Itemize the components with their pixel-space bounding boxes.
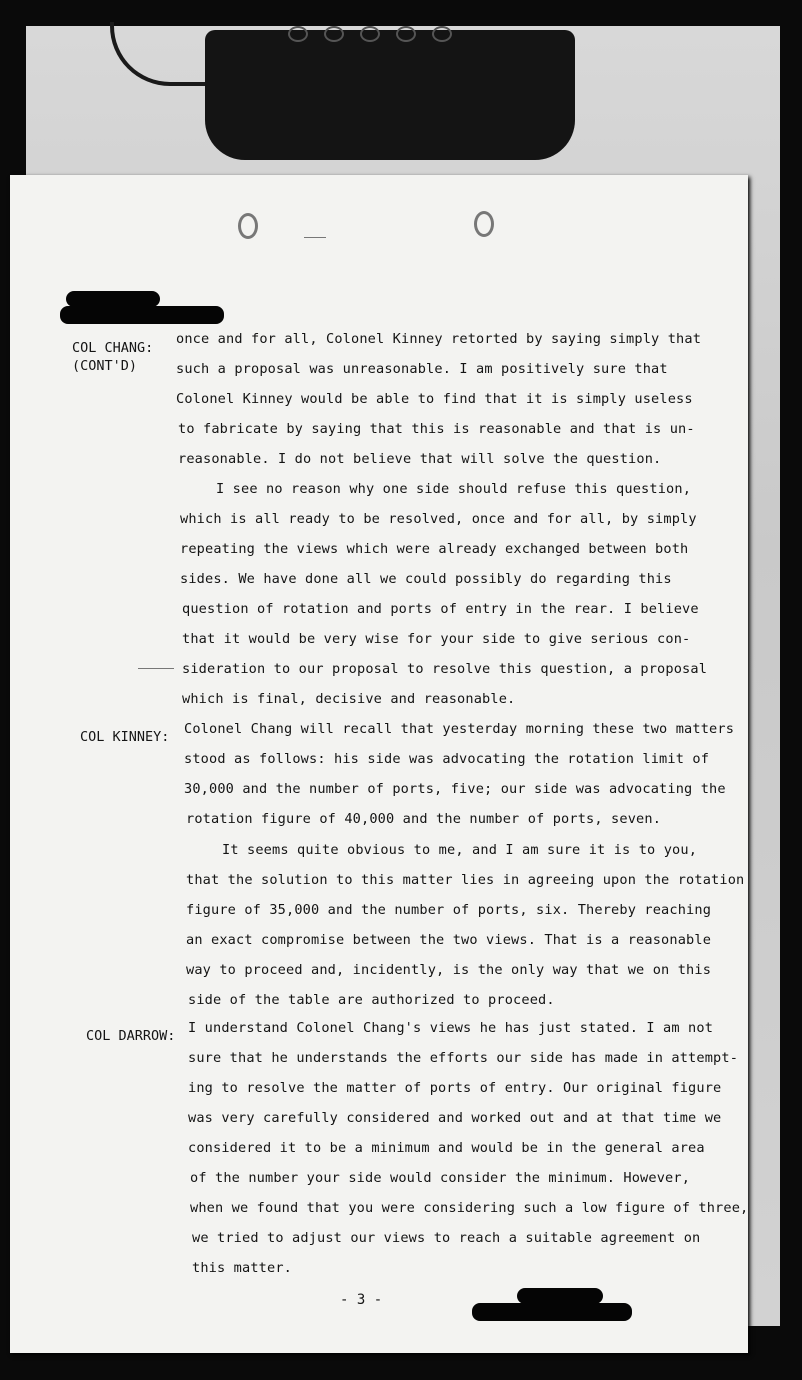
text-line: we tried to adjust our views to reach a suitable agreement on: [192, 1230, 701, 1246]
text-line: to fabricate by saying that this is reasonable and that is un-: [178, 421, 695, 437]
page-number: - 3 -: [340, 1292, 383, 1308]
clip-holes: [288, 26, 468, 46]
redaction-bar-bottom-top: [517, 1288, 603, 1304]
text-line: 30,000 and the number of ports, five; our side was advocating the: [184, 781, 726, 797]
pencil-mark: [138, 668, 174, 669]
speaker-col-darrow: COL DARROW:: [86, 1028, 176, 1044]
text-line: reasonable. I do not believe that will solve the question.: [178, 451, 662, 467]
text-line: this matter.: [192, 1260, 293, 1276]
binder-clip: [205, 30, 575, 160]
text-line: when we found that you were considering such a low figure of three,: [190, 1200, 749, 1216]
punch-hole-left: [238, 213, 258, 239]
text-line: question of rotation and ports of entry in the rear. I believe: [182, 601, 699, 617]
speaker-col-kinney: COL KINNEY:: [80, 729, 170, 745]
text-line: I understand Colonel Chang's views he has just stated. I am not: [188, 1020, 714, 1036]
text-line: which is all ready to be resolved, once and for all, by simply: [180, 511, 697, 527]
pencil-mark: [304, 237, 326, 238]
text-line: way to proceed and, incidently, is the only way that we on this: [186, 962, 712, 978]
text-line: considered it to be a minimum and would be in the general area: [188, 1140, 705, 1156]
document-page: [10, 175, 748, 1353]
text-line: Colonel Kinney would be able to find that it is simply useless: [176, 391, 693, 407]
text-line: of the number your side would consider the minimum. However,: [190, 1170, 691, 1186]
text-line: was very carefully considered and worked out and at that time we: [188, 1110, 722, 1126]
punch-hole-right: [474, 211, 494, 237]
text-line: an exact compromise between the two views. That is a reasonable: [186, 932, 712, 948]
redaction-bar-top: [66, 291, 160, 307]
text-line: sides. We have done all we could possibly do regarding this: [180, 571, 672, 587]
text-line: Colonel Chang will recall that yesterday morning these two matters: [184, 721, 735, 737]
text-line: which is final, decisive and reasonable.: [182, 691, 516, 707]
text-line: ing to resolve the matter of ports of entry. Our original figure: [188, 1080, 722, 1096]
text-line: repeating the views which were already exchanged between both: [180, 541, 689, 557]
text-line: once and for all, Colonel Kinney retorted by saying simply that: [176, 331, 702, 347]
text-line: It seems quite obvious to me, and I am sure it is to you,: [222, 842, 698, 858]
text-line: sideration to our proposal to resolve this question, a proposal: [182, 661, 708, 677]
redaction-bar-bottom: [472, 1303, 632, 1321]
text-line: stood as follows: his side was advocating the rotation limit of: [184, 751, 710, 767]
text-line: that the solution to this matter lies in agreeing upon the rotation: [186, 872, 745, 888]
text-line: such a proposal was unreasonable. I am positively sure that: [176, 361, 668, 377]
text-line: I see no reason why one side should refuse this question,: [216, 481, 692, 497]
text-line: figure of 35,000 and the number of ports, six. Thereby reaching: [186, 902, 712, 918]
text-line: side of the table are authorized to proceed.: [188, 992, 555, 1008]
redaction-bar-classification: [60, 306, 224, 324]
text-line: that it would be very wise for your side to give serious con-: [182, 631, 691, 647]
speaker-col-chang: COL CHANG: (CONT'D): [72, 340, 154, 374]
text-line: sure that he understands the efforts our side has made in attempt-: [188, 1050, 739, 1066]
text-line: rotation figure of 40,000 and the number of ports, seven.: [186, 811, 662, 827]
